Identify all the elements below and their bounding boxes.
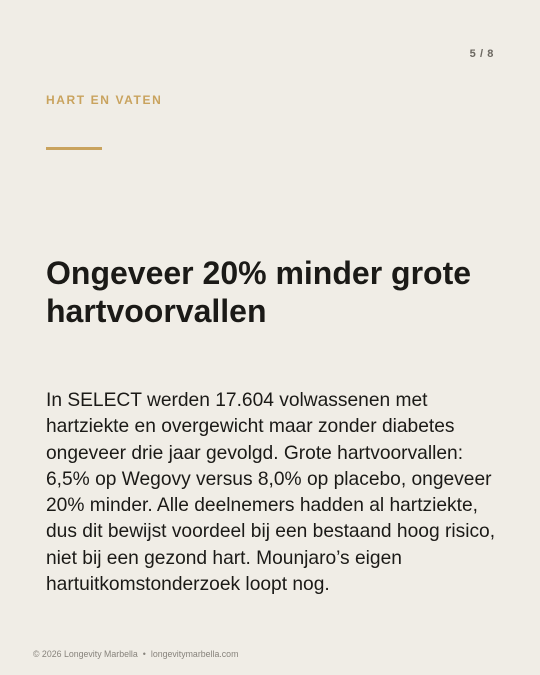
page-title: Ongeveer 20% minder grote hartvoorvallen	[46, 255, 472, 329]
accent-divider	[46, 147, 102, 150]
footer	[33, 649, 238, 659]
footer-separator: •	[142, 649, 146, 659]
footer-copyright: © 2026 Longevity Marbella	[33, 649, 138, 659]
footer-website-link[interactable]: longevitymarbella.com	[150, 649, 239, 659]
category-label: HART EN VATEN	[46, 93, 163, 107]
body-paragraph: In SELECT werden 17.604 volwassenen met hartziekte en overgewicht maar zonder diabetes ongeveer drie jaar gevolgd. Grote hartvoorvallen: 6,5% op Wegovy versus 8,0% op placebo, ongeveer 20% minder. Alle deelnemers hadden al hartziekte, dus dit bewijst voordeel bij een bestaand hoog risico, niet bij een gezond hart. Mounjaro’s eigen hartuitkomstonderzoek loopt nog.	[46, 390, 496, 596]
page-counter: 5 / 8	[469, 48, 494, 60]
